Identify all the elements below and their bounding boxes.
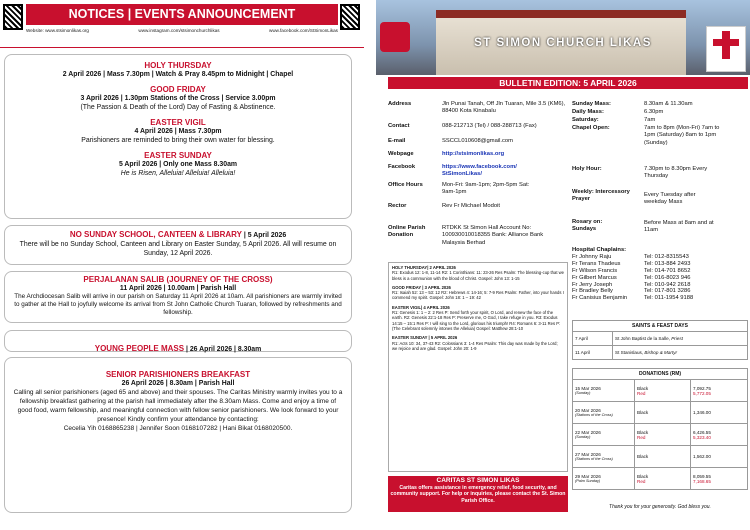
no-sunday-text: There will be no Sunday School, Canteen and Library on Easter Sunday, 5 April 2026. All will resume on Sunday, 12 April 2026. [19, 241, 337, 257]
young-people-title: YOUNG PEOPLE MASS [94, 344, 185, 353]
chaplain-name: Fr Wilson Francis [572, 268, 618, 274]
qr-code-left[interactable] [3, 4, 23, 30]
saint-row [573, 346, 748, 360]
donation-date: 15 Mar 2026 [575, 386, 601, 391]
church-name: ST SIMON CHURCH LIKAS [474, 37, 652, 49]
caritas-text: Caritas offers assistance in emergency relief, food security, and community support. For help or inquiries, please contact the St. Simon Parish Office. [390, 484, 566, 504]
saint-date: 11 April [573, 346, 613, 360]
saturday-value: 7am [644, 117, 656, 123]
donation-amount-cell [691, 446, 748, 468]
church-roof [436, 10, 686, 18]
reading-heading: GOOD FRIDAY | 3 APRIL 2026 [392, 284, 451, 290]
caritas-title: CARITAS ST SIMON LIKAS [436, 477, 520, 484]
donation-amount-cell [691, 424, 748, 446]
donation-note: (Sunday) [575, 435, 591, 439]
facebook-link-bulletin[interactable]: https://www.facebook.com/ StSimonLikas/ [442, 164, 517, 178]
donation-row [573, 380, 748, 402]
office-label: Office Hours [388, 182, 423, 188]
easter-vigil-sub: Parishioners are reminded to bring their own water for blessing. [81, 137, 275, 144]
breakfast-title: SENIOR PARISHIONERS BREAKFAST [105, 370, 251, 379]
black-label: Black [637, 385, 649, 391]
web-link[interactable]: http://stsimonlikas.org [442, 151, 505, 157]
saints-title: SAINTS & FEAST DAYS [573, 321, 748, 332]
weekly-label: Weekly: Intercessory Prayer [572, 189, 630, 203]
notices-title: NOTICES | EVENTS ANNOUNCEMENT [26, 4, 338, 25]
saints-table [572, 320, 748, 360]
saint-name: St Stanislaus, [615, 350, 645, 355]
easter-vigil-title: EASTER VIGIL [150, 118, 206, 127]
donation-type-cell [635, 468, 691, 490]
reading-body: R1: Genesis 1: 1 – 2: 2 Res P: Send forth your spirit, O Lord, and renew the face of the earth. R2: Genesis 22:1-18 Res P: Preserve me, O God, I take refuge in you. R3: Exodus 14:15 – 15:1 Res P: I will sing to the Lord, glorious his triumph! R4: Romans 6: 3-11 Res P: (The Celebrant solemnly intones the Alleluia) Gospel: Matthew 28:1-10 [392, 310, 561, 331]
info-section [376, 95, 750, 260]
easter-sunday-title: EASTER SUNDAY [144, 151, 212, 160]
donation-note: (Sunday) [575, 391, 591, 395]
saint-name-cell [613, 332, 748, 346]
red-label: Red [637, 478, 646, 484]
chapel-value: 7am to 8pm (Mon-Fri) 7am to 1pm (Saturday) 8am to 1pm (Sunday) [644, 125, 720, 146]
daily-mass-label: Daily Mass: [572, 109, 604, 115]
donation-black: 8,059.55 [693, 473, 711, 479]
donation-type-cell [635, 402, 691, 424]
email-label: E-mail [388, 138, 406, 144]
donation-date-cell [573, 380, 635, 402]
chaplain-row [572, 288, 748, 295]
young-people-box [4, 330, 352, 352]
sunday-mass-value: 8.30am & 11.30am [644, 101, 693, 107]
perjalanan-line: 11 April 2026 | 10.00am | Parish Hall [119, 285, 237, 292]
saint-role: Priest [671, 336, 683, 341]
donation-value: RTDKK St Simon Hall Account No: 100930010018355 Bank: Alliance Bank Malaysia Berhad [442, 225, 544, 246]
reading-block [392, 265, 564, 281]
donation-black: 6,426.55 [693, 429, 711, 435]
holy-thursday-title: HOLY THURSDAY [144, 61, 212, 70]
easter-sunday-sub: He is Risen, Alleluia! Alleluia! Alleluia! [120, 170, 236, 177]
reading-body: R1: Isaiah 52: 13 – 53: 12 R2: Hebrews 4: 14-16; 5: 7-9 Res Psalm: Father, into your hands I commend my spirit. Gospel: John 18: 1 – 19: 42 [392, 290, 564, 301]
breakfast-box [4, 357, 352, 513]
caritas-box [388, 476, 568, 512]
good-friday-line: 3 April 2026 | 1.30pm Stations of the Cross | Service 3.00pm [80, 95, 276, 102]
donation-date: 22 Mar 2026 [575, 430, 601, 435]
chaplain-row [572, 275, 748, 282]
donation-date-cell [573, 424, 635, 446]
donation-row [573, 402, 748, 424]
donation-type-cell [635, 424, 691, 446]
chapel-label: Chapel Open: [572, 125, 610, 131]
holy-hour-value: 7.30pm to 8.30pm Every Thursday [644, 166, 708, 180]
notices-page [0, 0, 364, 530]
contact-value: 088-212713 (Tel) / 088-288713 (Fax) [442, 123, 537, 129]
saint-name-cell [613, 346, 748, 360]
holy-hour-label: Holy Hour: [572, 166, 602, 172]
black-label: Black [637, 454, 649, 459]
donation-amount-cell [691, 380, 748, 402]
good-friday-title: GOOD FRIDAY [150, 85, 206, 94]
instagram-link[interactable]: www.instagram.com/stsimonchurchlikas [138, 28, 220, 33]
red-label: Red [637, 434, 646, 440]
reading-heading: EASTER VIGIL| 4 APRIL 2026 [392, 304, 450, 310]
donation-date-cell [573, 446, 635, 468]
black-label: Black [637, 410, 649, 415]
breakfast-contacts: Cecelia Yih 0168865238 | Jennifer Soon 0168107282 | Hani Bikat 0168020500. [63, 425, 293, 432]
donation-red: 7,168.65 [693, 478, 711, 484]
chaplain-row [572, 254, 748, 261]
chaplain-row [572, 282, 748, 289]
holy-week-box [4, 54, 352, 219]
readings-box [388, 262, 568, 472]
young-people-date: | 26 April 2026 | 8.30am [184, 346, 262, 353]
chaplain-name: Fr Johnny Raju [572, 254, 612, 261]
donation-date: 27 Mar 2026 [575, 452, 601, 457]
donation-red: 5,323.40 [693, 434, 711, 440]
reading-body: R1: Exodus 12: 1-8, 11-14 R2: 1 Corinthians: 11: 23-26 Res Psalm: The blessing-cup that we bless is a communion with the blood of Christ. Gospel: John 13: 1-15 [392, 270, 565, 281]
donation-black: 1,562.00 [693, 454, 711, 459]
donation-red: 5,772.05 [693, 390, 711, 396]
donations-title: DONATIONS (RM) [573, 369, 748, 380]
donation-type-cell [635, 380, 691, 402]
rosary-value: Before Mass at 8am and at 11am [644, 220, 714, 234]
easter-vigil-line: 4 April 2026 | Mass 7.30pm [134, 128, 222, 135]
donation-type-cell [635, 446, 691, 468]
address-label: Address [388, 101, 412, 107]
bulletin-edition: BULLETIN EDITION: 5 APRIL 2026 [388, 77, 748, 89]
perjalanan-box [4, 271, 352, 323]
donation-note: (Stations of the Cross) [575, 457, 613, 461]
chaplains-section [572, 247, 748, 302]
black-label: Black [637, 429, 649, 435]
church-banner [376, 0, 750, 75]
donation-note: (Palm Sunday) [575, 479, 601, 483]
chaplain-tel: Tel: 013-884 2493 [644, 261, 691, 268]
good-friday-sub: (The Passion & Death of the Lord) Day of Fasting & Abstinence. [80, 104, 276, 111]
breakfast-line: 26 April 2026 | 8.30am | Parish Hall [121, 380, 235, 387]
chaplain-tel: Tel: 012-8315543 [644, 254, 689, 261]
reading-heading: HOLY THURSDAY| 2 APRIL 2026 [392, 265, 456, 270]
perjalanan-text: The Archdiocesan Salib will arrive in our parish on Saturday 11 April 2026 at 10am. All parishioners are warmly invited to gather at the Hall to joyfully welcome its arrival from St John Catholic Church Tuaran, followed by refreshments and fellowship. [14, 293, 342, 316]
donation-note: (Stations of the Cross) [575, 413, 613, 417]
rosary-label: Rosary on: Sundays [572, 219, 603, 233]
no-sunday-title: NO SUNDAY SCHOOL, CANTEEN & LIBRARY [69, 230, 242, 239]
donation-date: 20 Mar 2026 [575, 408, 601, 413]
chaplain-name: Fr Gilbert Marcus [572, 274, 617, 281]
donation-black: 7,092.75 [693, 385, 711, 391]
facebook-link[interactable]: www.facebook.com/StSimonLikas [269, 28, 338, 33]
web-label: Webpage [388, 151, 414, 157]
chaplains-label: Hospital Chaplains: [572, 247, 627, 253]
donation-date: 29 Mar 2026 [575, 474, 601, 479]
donation-date-cell [573, 468, 635, 490]
donation-row [573, 468, 748, 490]
notices-links [26, 28, 338, 33]
chaplain-name: Fr Bradley Belly [572, 288, 613, 295]
chaplain-tel: Tel: 016-8023 946 [644, 274, 691, 281]
weekly-value: Every Tuesday after weekday Mass [644, 192, 696, 206]
bulletin-page [376, 0, 750, 530]
chaplain-list [572, 254, 748, 302]
donation-row [573, 446, 748, 468]
chaplain-tel: Tel: 014-701 8652 [644, 268, 691, 274]
no-sunday-date: | 5 April 2026 [241, 232, 287, 239]
donation-amount-cell [691, 402, 748, 424]
thanks-text: Thank you for your generosity. God bless you. [609, 504, 711, 510]
chaplain-row [572, 268, 748, 275]
easter-sunday-line: 5 April 2026 | Only one Mass 8.30am [118, 161, 238, 168]
saint-row [573, 332, 748, 346]
donation-black: 1,346.00 [693, 410, 711, 415]
chaplain-tel: Tel: 010-942 2618 [644, 281, 691, 288]
notices-header [0, 0, 364, 48]
contact-label: Contact [388, 123, 410, 129]
chaplain-tel: Tel: 017-801 3286 [644, 288, 691, 295]
saturday-label: Saturday: [572, 117, 599, 123]
saint-date: 7 April [573, 332, 613, 346]
perjalanan-title: PERJALANAN SALIB (JOURNEY OF THE CROSS) [83, 275, 273, 284]
breakfast-text: Calling all senior parishioners (aged 65 and above) and their spouses. The Caritas Ministry warmly invites you to a fellowship breakfast gathering at the parish hall immediately after the 8.30am Mass. Come and enjoy a time of good food, warm fellowship, and meaningful connection with fellow senior parishioners. We look forward to your presence! Kindly confirm your attendance by contacting: [13, 389, 343, 423]
rector-label: Rector [388, 203, 407, 209]
church-cross-logo [706, 26, 746, 72]
saint-role: Bishop & Martyr [644, 350, 678, 355]
reading-block [392, 335, 564, 351]
donation-label: Online Parish Donation [388, 225, 426, 239]
donations-table [572, 368, 748, 490]
qr-code-right[interactable] [340, 4, 360, 30]
saint-name: St John Baptist de la Salle, [615, 336, 672, 341]
reading-heading: EASTER SUNDAY | 5 APRIL 2026 [392, 335, 458, 341]
chaplain-name: Fr Jerry Joseph [572, 281, 613, 288]
website-link[interactable]: Website: www.stsimonlikas.org [26, 28, 89, 33]
holy-thursday-line: 2 April 2026 | Mass 7.30pm | Watch & Pray 8.45pm to Midnight | Chapel [62, 71, 294, 78]
facebook-label: Facebook [388, 164, 416, 170]
email-value[interactable]: SSCCL010608@gmail.com [442, 138, 513, 144]
no-sunday-box [4, 225, 352, 265]
chaplain-name: Fr Canisius Benjamin [572, 295, 628, 302]
chaplain-tel: Tel: 011-1954 9188 [644, 295, 694, 302]
chaplain-row [572, 261, 748, 268]
chaplain-name: Fr Terans Thadeus [572, 261, 621, 268]
address-value: Jln Punai Tanah, Off Jln Tuaran, Mile 3.5 (KM6), 88400 Kota Kinabalu [442, 101, 566, 115]
reading-block [392, 285, 564, 301]
donation-row [573, 424, 748, 446]
chaplain-row [572, 295, 748, 302]
office-value: Mon-Fri: 9am-1pm; 2pm-5pm Sat: 9am-1pm [442, 182, 530, 196]
reading-body: R1: Acts 10: 34, 37-43 R2: Colossians 3: 1-4 Res Psalm: This day was made by the Lord; we rejoice and are glad. Gospel: John 20: 1-9 [392, 340, 558, 351]
daily-mass-value: 6.30pm [644, 109, 664, 115]
reading-block [392, 305, 564, 331]
donation-date-cell [573, 402, 635, 424]
sunday-mass-label: Sunday Mass: [572, 101, 611, 107]
rector-value: Rev Fr Michael Modoit [442, 203, 500, 209]
red-label: Red [637, 390, 646, 396]
donation-amount-cell [691, 468, 748, 490]
black-label: Black [637, 473, 649, 479]
